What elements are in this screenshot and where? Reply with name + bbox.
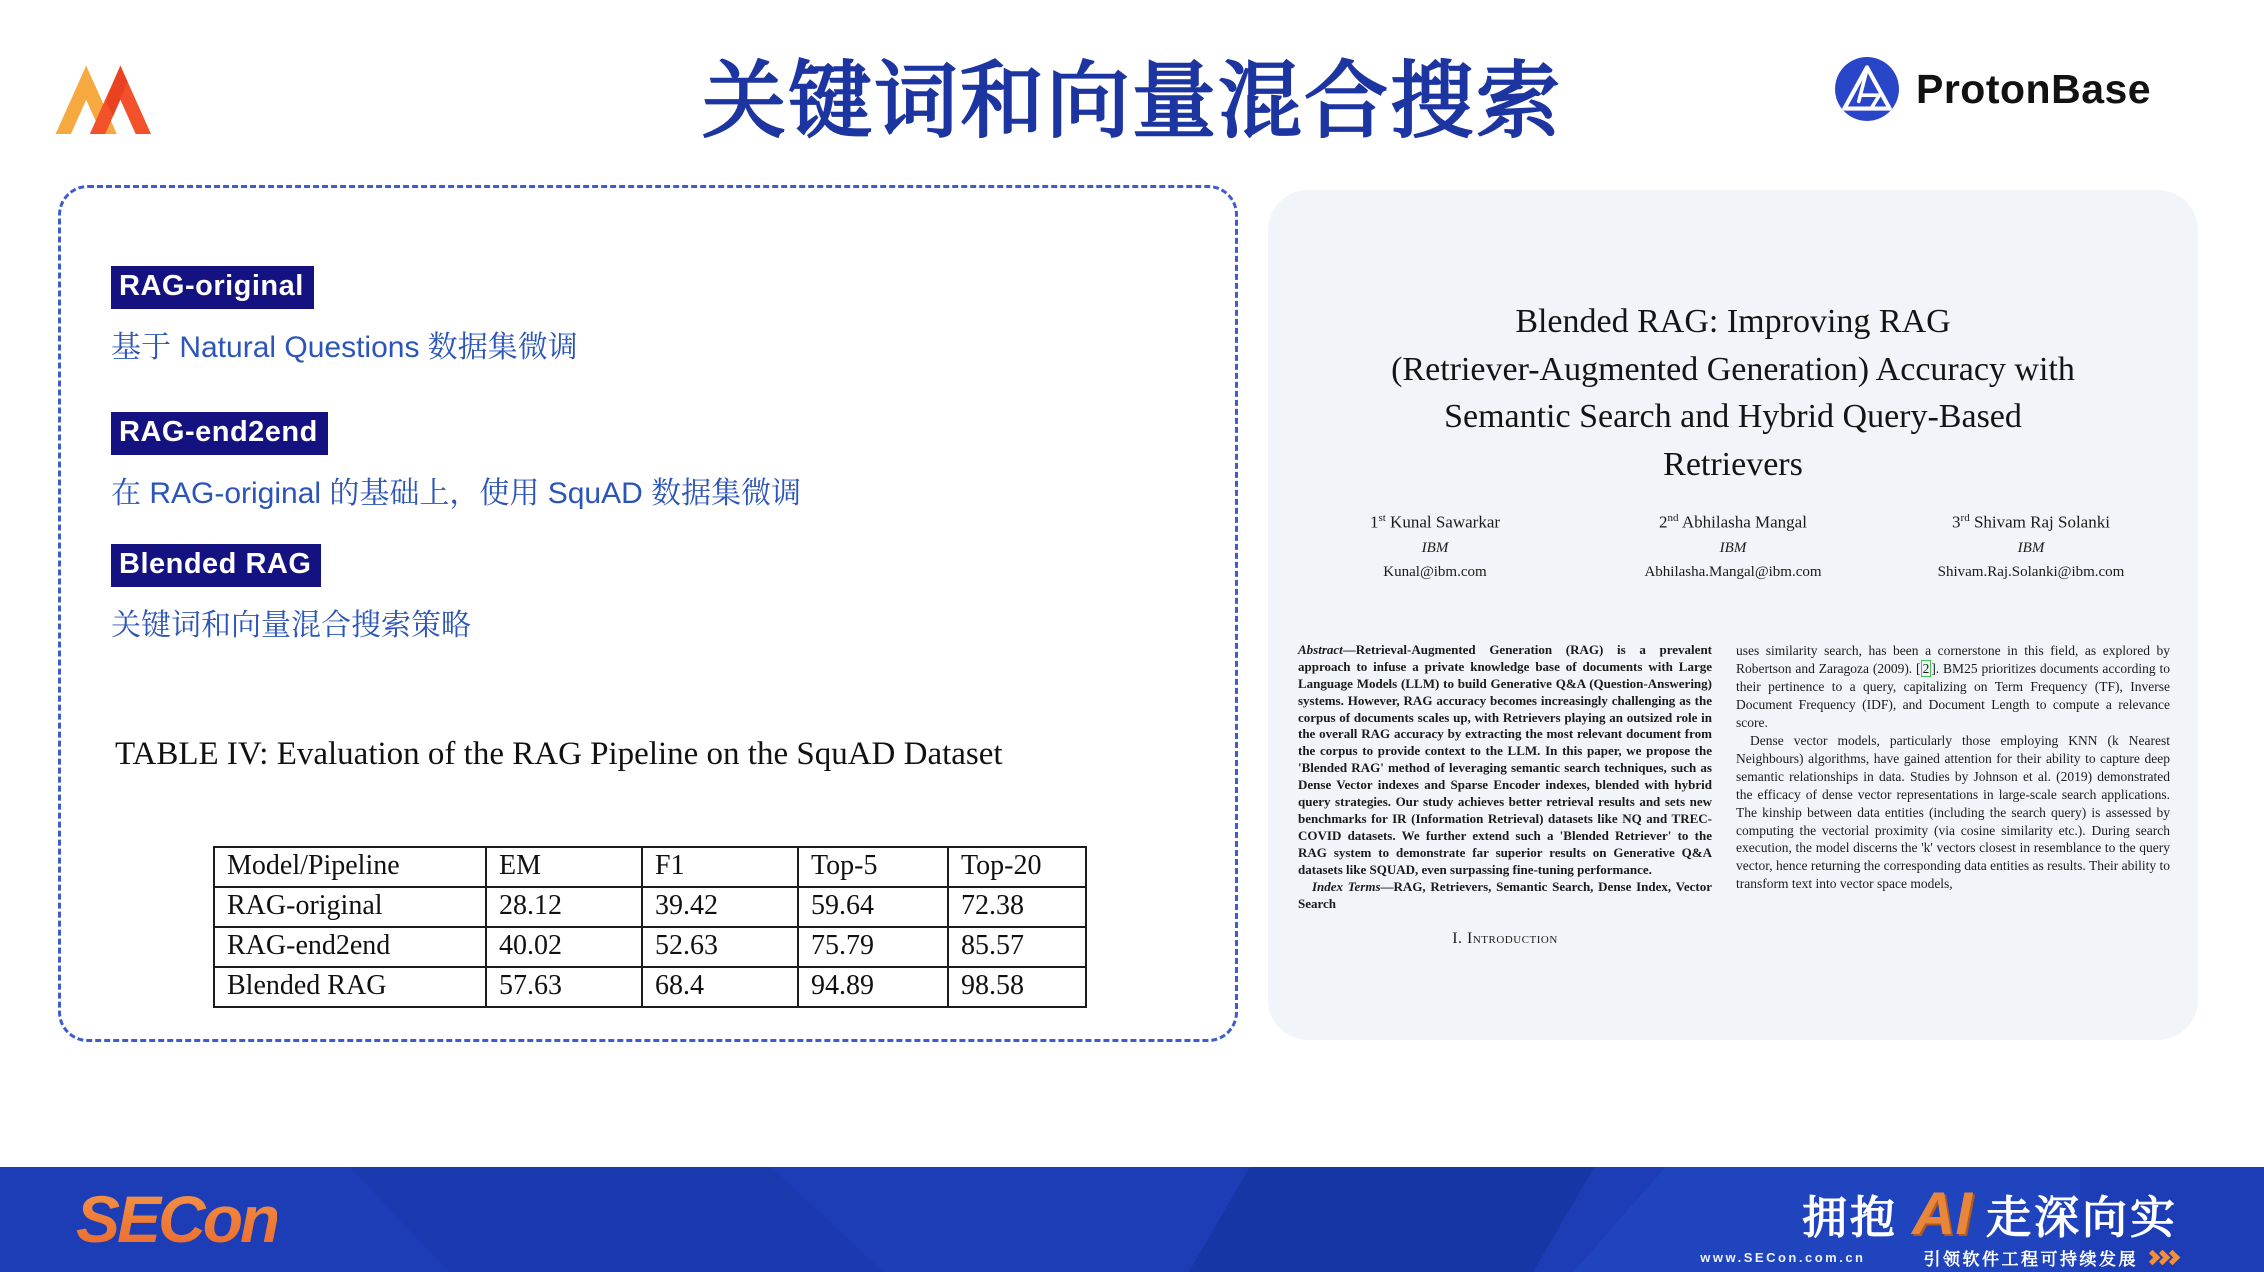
secon-logo: SECon [76,1182,278,1256]
section-heading-introduction: I. Introduction [1452,930,1558,948]
slogan-embrace: 拥抱 [1801,1192,1898,1243]
page-title: 关键词和向量混合搜索 [701,54,1562,148]
footer-subrow [1700,1245,2178,1270]
cell-em: 57.63 [486,967,642,1007]
col-header-f1: F1 [642,847,798,887]
cell-model: Blended RAG [214,967,486,1007]
desc-rag-end2end: 在 RAG-original 的基础上，使用 SquAD 数据集微调 [111,477,802,510]
desc-blended-rag: 关键词和向量混合搜索策略 [111,609,471,642]
author-email: Kunal@ibm.com [1383,563,1487,580]
badge-blended-rag: Blended RAG [111,544,321,587]
paper-paragraph: Dense vector models, particularly those employing KNN (k Nearest Neighbours) algorithms, have gained attention for their ability to capture deep semantic relationships in data. Studies by Johnson et al. (2019) demonstrated the efficacy of dense vector representations in large-scale search applications. The kinship between data entities (including the search query) is assessed by computing the vectorial proximity (via cosine similarity etc.). During search execution, the model discerns the 'k' vectors closest in resemblance to the query vector, hence returning the corresponding data entities as results. Their ability to transform text into vector space models, [1736,732,2170,892]
table-row [214,887,1086,927]
citation-link[interactable]: 2 [1922,660,1930,676]
cell-f1: 39.42 [642,887,798,927]
author-email: Shivam.Raj.Solanki@ibm.com [1937,563,2125,580]
desc-rag-original: 基于 Natural Questions 数据集微调 [111,331,578,364]
paper-title-line: Retrievers [1663,445,1803,483]
col-header-top20: Top-20 [948,847,1086,887]
paper-title-line: Blended RAG: Improving RAG [1515,303,1951,340]
author-name: 3rd Shivam Raj Solanki [1952,512,2110,532]
author-block [1286,512,1584,581]
ai-logo: AI [1911,1179,1972,1247]
cell-em: 40.02 [486,927,642,967]
paper-preview-panel [1268,190,2198,1040]
author-name: 1st Kunal Sawarkar [1369,512,1501,532]
cell-top20: 85.57 [948,927,1086,967]
table-row [214,967,1086,1007]
footer-slogan [1802,1181,2178,1246]
footer-website: www.SECon.com.cn [1700,1250,1866,1265]
table-row [214,927,1086,967]
cell-f1: 52.63 [642,927,798,967]
author-affiliation: IBM [2017,539,2045,556]
footer-tagline-wrap [1924,1245,2179,1270]
cell-top5: 94.89 [798,967,948,1007]
paper-left-column [1298,642,1712,950]
brand-protonbase [1834,56,2151,122]
author-email: Abhilasha.Mangal@ibm.com [1644,563,1822,580]
footer-decor-shape [1180,1167,1600,1272]
paper-right-column [1736,642,2170,950]
table-caption: TABLE IV: Evaluation of the RAG Pipeline on the SquAD Dataset [115,736,1003,772]
footer-decor-shape [340,1167,900,1272]
author-block [1882,512,2180,581]
author-affiliation: IBM [1719,539,1747,556]
author-block [1584,512,1882,581]
cell-top5: 59.64 [798,887,948,927]
author-name: 2nd Abhilasha Mangal [1659,512,1807,532]
badge-rag-original: RAG-original [111,266,314,309]
col-header-model: Model/Pipeline [214,847,486,887]
paper-title-line: Semantic Search and Hybrid Query-Based [1444,398,2022,436]
protonbase-logo-icon [1834,56,1900,122]
paper-authors [1286,512,2180,581]
cell-top20: 72.38 [948,887,1086,927]
brand-name: ProtonBase [1916,65,2152,112]
cell-f1: 68.4 [642,967,798,1007]
paper-index-terms: Index Terms—RAG, Retrievers, Semantic Search, Dense Index, Vector Search [1298,879,1712,912]
cell-model: RAG-end2end [214,927,486,967]
evaluation-table [213,846,1087,1008]
cell-top5: 75.79 [798,927,948,967]
cell-model: RAG-original [214,887,486,927]
col-header-top5: Top-5 [798,847,948,887]
rag-summary-panel [58,185,1238,1042]
footer-bar [0,1167,2264,1272]
author-affiliation: IBM [1421,539,1449,556]
badge-rag-end2end: RAG-end2end [111,412,328,455]
paper-body-columns [1298,642,2170,950]
slogan-deep: 走深向实 [1985,1192,2178,1243]
col-header-em: EM [486,847,642,887]
cell-top20: 98.58 [948,967,1086,1007]
paper-title [1373,298,2093,488]
triple-chevron-icon [2148,1252,2178,1263]
table-header-row [214,847,1086,887]
footer-tagline: 引领软件工程可持续发展 [1923,1250,2138,1269]
paper-abstract: Abstract—Retrieval-Augmented Generation (RAG) is a prevalent approach to infuse a private knowledge base of documents with Large Language Models (LLM) to build Generative Q&A (Question-Answering) systems. However, RAG accuracy becomes increasingly challenging as the corpus of documents scales up, with Retrievers playing an outsized role in the overall RAG accuracy by extracting the most relevant document from the corpus to provide context to the LLM. In this paper, we propose the 'Blended RAG' method of leveraging semantic search techniques, such as Dense Vector indexes and Sparse Encoder indexes, blended with hybrid query strategies. Our study achieves better retrieval results and sets new benchmarks for IR (Information Retrieval) datasets like NQ and TREC-COVID datasets. We further extend such a 'Blended Retriever' to the RAG system to demonstrate far superior results on Generative Q&A datasets like SQUAD, even surpassing fine-tuning performance. [1298,642,1712,877]
paper-paragraph: uses similarity search, has been a cornerstone in this field, as explored by Robertson and Zaragoza (2009). [ 2 ]. BM25 prioritizes documents according to their pertinence to a query, capitalizing on Term Frequency (TF), Inverse Document Frequency (IDF), and Document Length to compute a relevance score. [1736,643,2171,730]
paper-title-line: (Retriever-Augmented Generation) Accuracy with [1391,350,2075,388]
cell-em: 28.12 [486,887,642,927]
